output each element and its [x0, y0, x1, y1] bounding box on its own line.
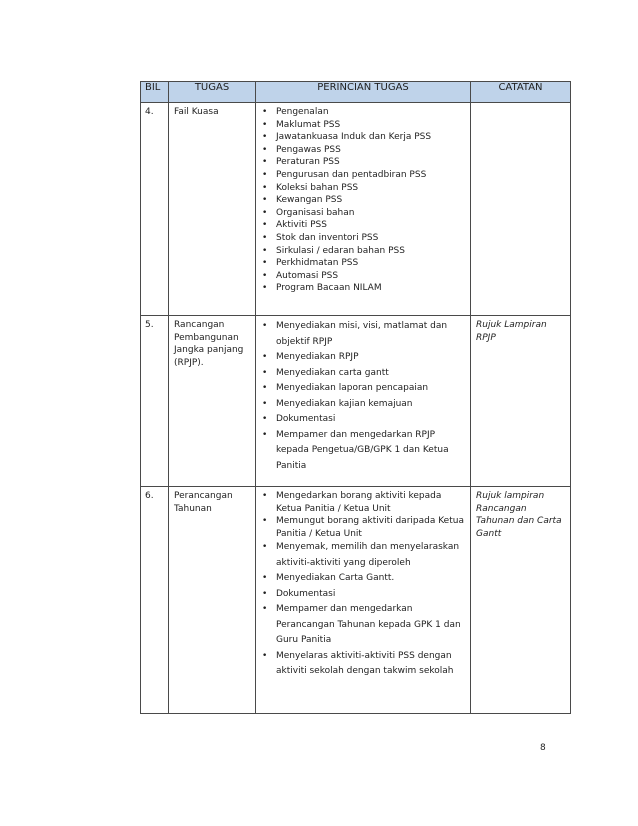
- detail-item: • Kewangan PSS: [260, 194, 466, 207]
- detail-item: • Jawatankuasa Induk dan Kerja PSS: [260, 131, 466, 144]
- task-name: Fail Kuasa: [169, 103, 256, 316]
- detail-item: • Program Bacaan NILAM: [260, 282, 466, 295]
- detail-item: • Koleksi bahan PSS: [260, 182, 466, 195]
- detail-item: • Menyediakan Carta Gantt.: [260, 571, 466, 587]
- detail-item: • Mempamer dan mengedarkan Perancangan Tahunan kepada GPK 1 dan Guru Panitia: [260, 602, 466, 649]
- header-tugas: TUGAS: [169, 82, 256, 103]
- detail-item: • Dokumentasi: [260, 587, 466, 603]
- detail-item: • Pengenalan: [260, 106, 466, 119]
- detail-item: • Maklumat PSS: [260, 119, 466, 132]
- detail-item: • Stok dan inventori PSS: [260, 232, 466, 245]
- detail-item: • Aktiviti PSS: [260, 219, 466, 232]
- table-row: [141, 487, 571, 714]
- task-note: [471, 103, 571, 316]
- detail-item: • Dokumentasi: [260, 412, 466, 428]
- task-details: [256, 316, 471, 487]
- detail-list: [260, 490, 466, 680]
- detail-item: • Pengawas PSS: [260, 144, 466, 157]
- task-name: Perancangan Tahunan: [169, 487, 256, 714]
- detail-item: • Memungut borang aktiviti daripada Ketua Panitia / Ketua Unit: [260, 515, 466, 540]
- detail-item: • Automasi PSS: [260, 270, 466, 283]
- header-catatan: CATATAN: [471, 82, 571, 103]
- task-details: [256, 487, 471, 714]
- detail-list: [260, 106, 466, 295]
- row-number: 4.: [141, 103, 169, 316]
- detail-item: • Mengedarkan borang aktiviti kepada Ketua Panitia / Ketua Unit: [260, 490, 466, 515]
- detail-list: [260, 319, 466, 474]
- table-row: [141, 103, 571, 316]
- detail-item: • Menyelaras aktiviti-aktiviti PSS dengan aktiviti sekolah dengan takwim sekolah: [260, 649, 466, 680]
- task-note: Rujuk Lampiran RPJP: [471, 316, 571, 487]
- task-table: [140, 81, 571, 714]
- task-name: Rancangan Pembangunan Jangka panjang (RPJP).: [169, 316, 256, 487]
- detail-item: • Pengurusan dan pentadbiran PSS: [260, 169, 466, 182]
- detail-item: • Mempamer dan mengedarkan RPJP kepada Pengetua/GB/GPK 1 dan Ketua Panitia: [260, 428, 466, 475]
- detail-item: • Menyemak, memilih dan menyelaraskan aktiviti-aktiviti yang diperoleh: [260, 540, 466, 571]
- row-number: 6.: [141, 487, 169, 714]
- page-number: 8: [540, 743, 546, 753]
- header-bil: BIL: [141, 82, 169, 103]
- row-number: 5.: [141, 316, 169, 487]
- task-note: Rujuk lampiran Rancangan Tahunan dan Carta Gantt: [471, 487, 571, 714]
- table-header-row: [141, 82, 571, 103]
- detail-item: • Peraturan PSS: [260, 156, 466, 169]
- table-row: [141, 316, 571, 487]
- detail-item: • Sirkulasi / edaran bahan PSS: [260, 245, 466, 258]
- task-details: [256, 103, 471, 316]
- detail-item: • Menyediakan kajian kemajuan: [260, 397, 466, 413]
- detail-item: • Perkhidmatan PSS: [260, 257, 466, 270]
- detail-item: • Menyediakan laporan pencapaian: [260, 381, 466, 397]
- detail-item: • Menyediakan RPJP: [260, 350, 466, 366]
- detail-item: • Menyediakan misi, visi, matlamat dan objektif RPJP: [260, 319, 466, 350]
- detail-item: • Organisasi bahan: [260, 207, 466, 220]
- header-perincian-tugas: PERINCIAN TUGAS: [256, 82, 471, 103]
- detail-item: • Menyediakan carta gantt: [260, 366, 466, 382]
